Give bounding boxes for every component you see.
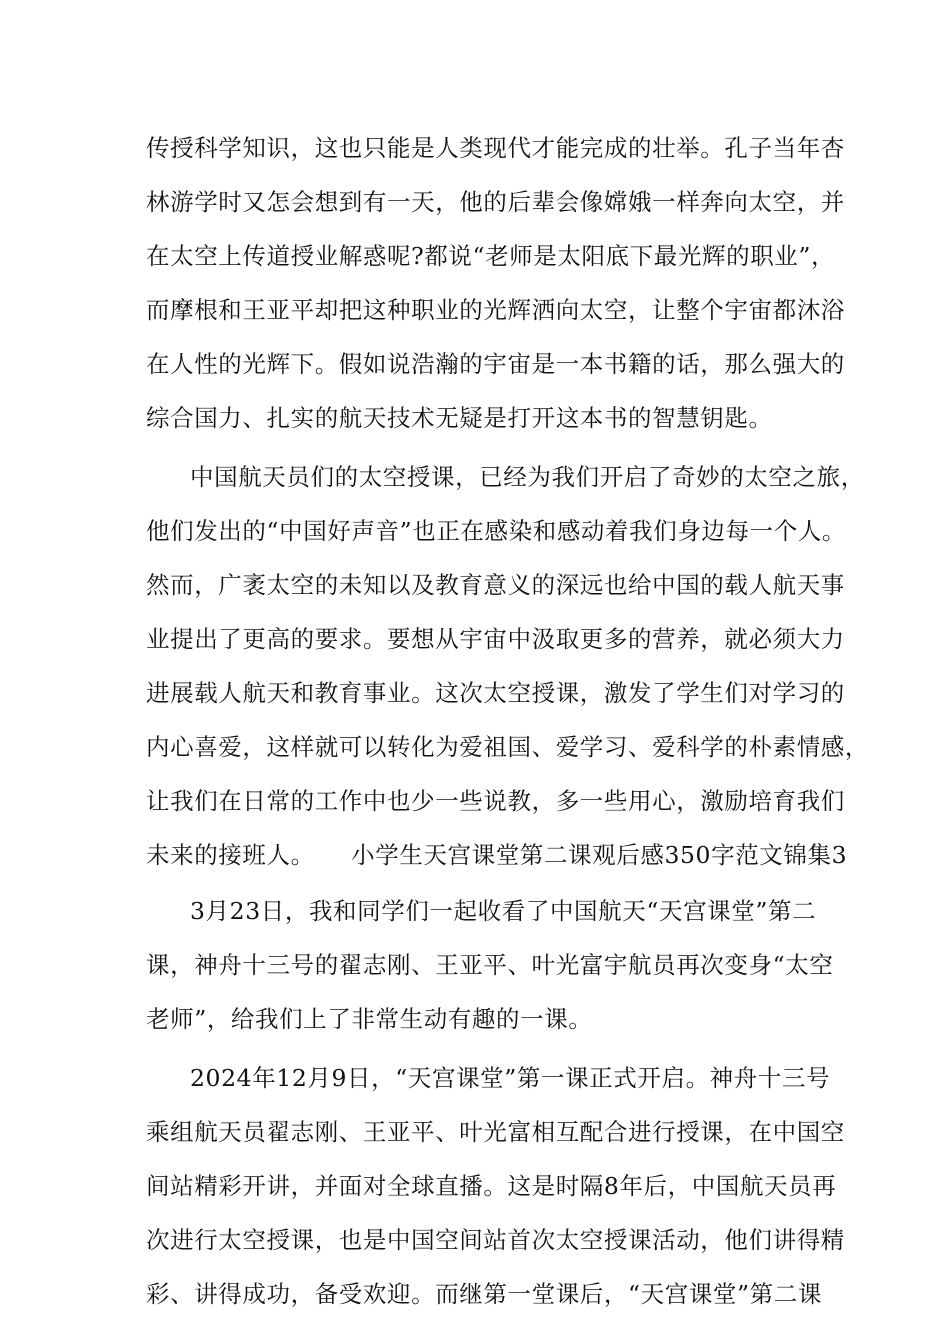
text-line: 未来的接班人。 小学生天宫课堂第二课观后感350字范文锦集3: [146, 841, 848, 869]
text-line: 彩、讲得成功，备受欢迎。而继第一堂课后，“天宫课堂”第二课: [146, 1280, 822, 1308]
paragraph-first-line: 2024年12月9日，“天宫课堂”第一课正式开启。神舟十三号: [190, 1064, 831, 1092]
text-line: 进展载人航天和教育事业。这次太空授课，激发了学生们对学习的: [146, 679, 845, 707]
text-line: 传授科学知识，这也只能是人类现代才能完成的壮举。孔子当年杏: [146, 134, 845, 162]
text-line: 他们发出的“中国好声音”也正在感染和感动着我们身边每一个人。: [146, 517, 847, 545]
text-line: 乘组航天员翟志刚、王亚平、叶光富相互配合进行授课，在中国空: [146, 1118, 845, 1146]
text-line: 课，神舟十三号的翟志刚、王亚平、叶光富宇航员再次变身“太空: [146, 951, 834, 979]
text-line: 次进行太空授课，也是中国空间站首次太空授课活动，他们讲得精: [146, 1226, 845, 1254]
text-line: 然而，广袤太空的未知以及教育意义的深远也给中国的载人航天事: [146, 571, 845, 599]
text-line: 间站精彩开讲，并面对全球直播。这是时隔8年后，中国航天员再: [146, 1172, 837, 1200]
paragraph-first-line: 中国航天员们的太空授课，已经为我们开启了奇妙的太空之旅，: [190, 463, 865, 491]
text-line: 林游学时又怎会想到有一天，他的后辈会像嫦娥一样奔向太空，并: [146, 188, 845, 216]
text-line: 在太空上传道授业解惑呢?都说“老师是太阳底下最光辉的职业”，: [146, 242, 836, 270]
text-line: 在人性的光辉下。假如说浩瀚的宇宙是一本书籍的话，那么强大的: [146, 350, 845, 378]
paragraph-first-line: 3月23日，我和同学们一起收看了中国航天“天宫课堂”第二: [190, 897, 817, 925]
text-line: 综合国力、扎实的航天技术无疑是打开这本书的智慧钥匙。: [146, 404, 773, 432]
text-line: 业提出了更高的要求。要想从宇宙中汲取更多的营养，就必须大力: [146, 625, 845, 653]
text-line: 让我们在日常的工作中也少一些说教，多一些用心，激励培育我们: [146, 787, 845, 815]
text-line: 老师”，给我们上了非常生动有趣的一课。: [146, 1005, 593, 1033]
text-line: 内心喜爱，这样就可以转化为爱祖国、爱学习、爱科学的朴素情感，: [146, 733, 869, 761]
text-line: 而摩根和王亚平却把这种职业的光辉洒向太空，让整个宇宙都沐浴: [146, 296, 845, 324]
